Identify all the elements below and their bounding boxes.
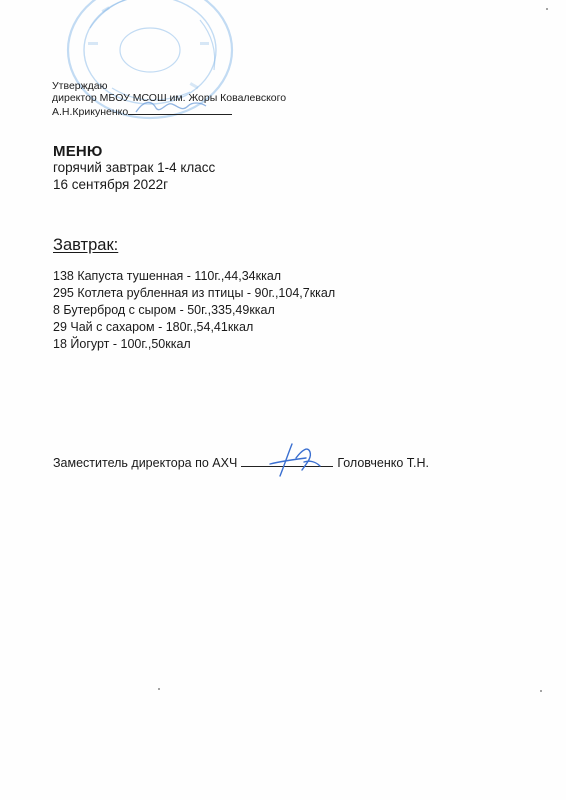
scan-speck (158, 688, 160, 690)
list-item: 8 Бутерброд с сыром - 50г.,335,49ккал (53, 303, 275, 317)
deputy-signoff (53, 455, 429, 470)
signature-line (128, 104, 232, 115)
list-item: 18 Йогурт - 100г.,50ккал (53, 337, 191, 351)
breakfast-heading: Завтрак: (53, 236, 119, 254)
approval-director-name: А.Н.Крикуненко (52, 106, 129, 118)
list-item: 295 Котлета рубленная из птицы - 90г.,104,7ккал (53, 286, 336, 300)
approval-block (52, 80, 286, 118)
menu-title: МЕНЮ (53, 143, 103, 160)
breakfast-items-list (53, 268, 335, 353)
signature-line (241, 455, 333, 467)
list-item: 29 Чай с сахаром - 180г.,54,41ккал (53, 320, 254, 334)
scan-speck (546, 8, 548, 10)
deputy-position: Заместитель директора по АХЧ (53, 456, 238, 470)
approval-label: Утверждаю (52, 80, 108, 92)
menu-subtitle: горячий завтрак 1-4 класс (53, 160, 216, 175)
list-item: 138 Капуста тушенная - 110г.,44,34ккал (53, 269, 282, 283)
approval-director-title: директор МБОУ МСОШ им. Жоры Ковалевского (52, 92, 287, 104)
menu-date: 16 сентября 2022г (53, 177, 169, 192)
deputy-name: Головченко Т.Н. (337, 456, 430, 470)
approval-director-name-row (52, 104, 286, 118)
scan-speck (540, 690, 542, 692)
